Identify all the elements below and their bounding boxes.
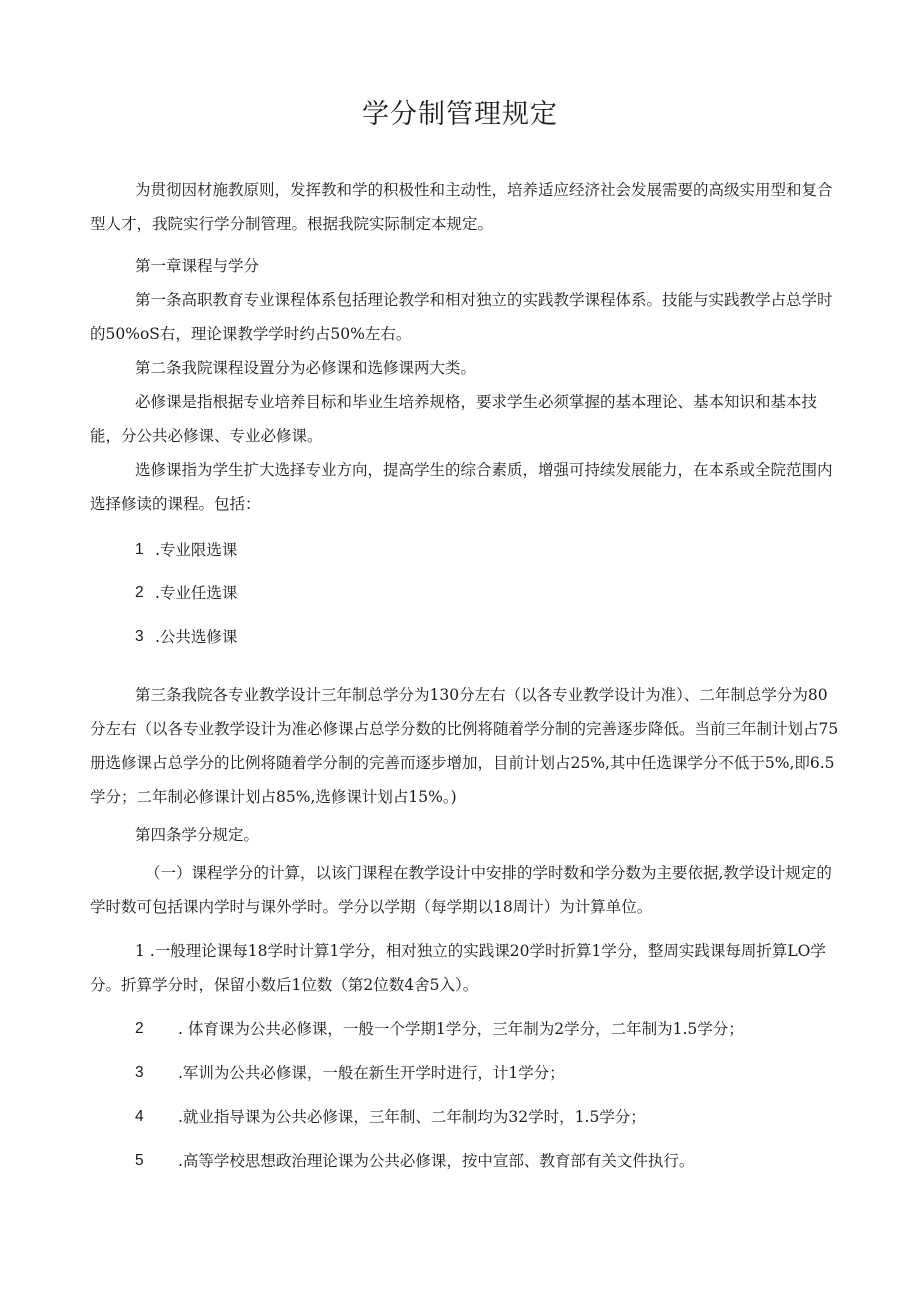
required-course-paragraph: 必修课是指根据专业培养目标和毕业生培养规格，要求学生必须掌握的基本理论、基本知识和基本技能，分公共必修课、专业必修课。	[90, 393, 818, 445]
list-number: 2	[135, 1020, 144, 1037]
list-text: .专业限选课	[155, 541, 238, 559]
list-text: . 体育课为公共必修课，一般一个学期1学分，三年制为2学分，二年制为1.5学分；	[178, 1020, 744, 1038]
list-number: 1	[135, 541, 144, 558]
list-number: 2	[135, 584, 144, 601]
list-text: .高等学校思想政治理论课为公共必修课，按中宣部、教育部有关文件执行。	[178, 1152, 695, 1170]
list-number: 5	[135, 1152, 144, 1169]
article-1: 第一条高职教育专业课程体系包括理论教学和相对独立的实践教学课程体系。技能与实践教学占总学时的50%oS右，理论课教学学时约占50%左右。	[90, 291, 833, 343]
article-2: 第二条我院课程设置分为必修课和选修课两大类。	[135, 359, 477, 377]
intro-paragraph: 为贯彻因材施教原则，发挥教和学的积极性和主动性，培养适应经济社会发展需要的高级实用型和复合型人才，我院实行学分制管理。根据我院实际制定本规定。	[90, 181, 833, 233]
article-4: 第四条学分规定。	[135, 826, 260, 844]
list-text: .公共选修课	[155, 628, 238, 646]
article-3: 第三条我院各专业教学设计三年制总学分为130分左右（以各专业教学设计为准）、二年制总学分为80分左右（以各专业教学设计为准必修课占总学分数的比例将随着学分制的完善逐步降低。当前三年制计划占75册选修课占总学分的比例将随着学分制的完善而逐步增加，目前计划占25%,其中任选课学分不低于5%,即6.5学分；二年制必修课计划占85%,选修课计划占15%。)	[90, 686, 839, 806]
document-title: 学分制管理规定	[362, 99, 558, 130]
chapter-heading: 第一章课程与学分	[135, 257, 260, 275]
list-number: 3	[135, 628, 144, 645]
list-text: .专业任选课	[155, 584, 238, 602]
list-number: 3	[135, 1064, 144, 1081]
list-text: .军训为公共必修课，一般在新生开学时进行，计1学分；	[178, 1064, 565, 1082]
section-1: （一）课程学分的计算，以该门课程在教学设计中安排的学时数和学分数为主要依据,教学设计规定的学时数可包括课内学时与课外学时。学分以学期（每学期以18周计）为计算单位。	[90, 864, 832, 916]
credit-item-1: 1 .一般理论课每18学时计算1学分，相对独立的实践课20学时折算1学分，整周实践课每周折算LO学分。折算学分时，保留小数后1位数（第2位数4舍5入）。	[90, 942, 826, 994]
elective-course-paragraph: 选修课指为学生扩大选择专业方向，提高学生的综合素质，增强可持续发展能力，在本系或全院范围内选择修读的课程。包括：	[90, 461, 833, 513]
list-text: .就业指导课为公共必修课，三年制、二年制均为32学时，1.5学分；	[178, 1108, 646, 1126]
list-number: 4	[135, 1108, 144, 1125]
